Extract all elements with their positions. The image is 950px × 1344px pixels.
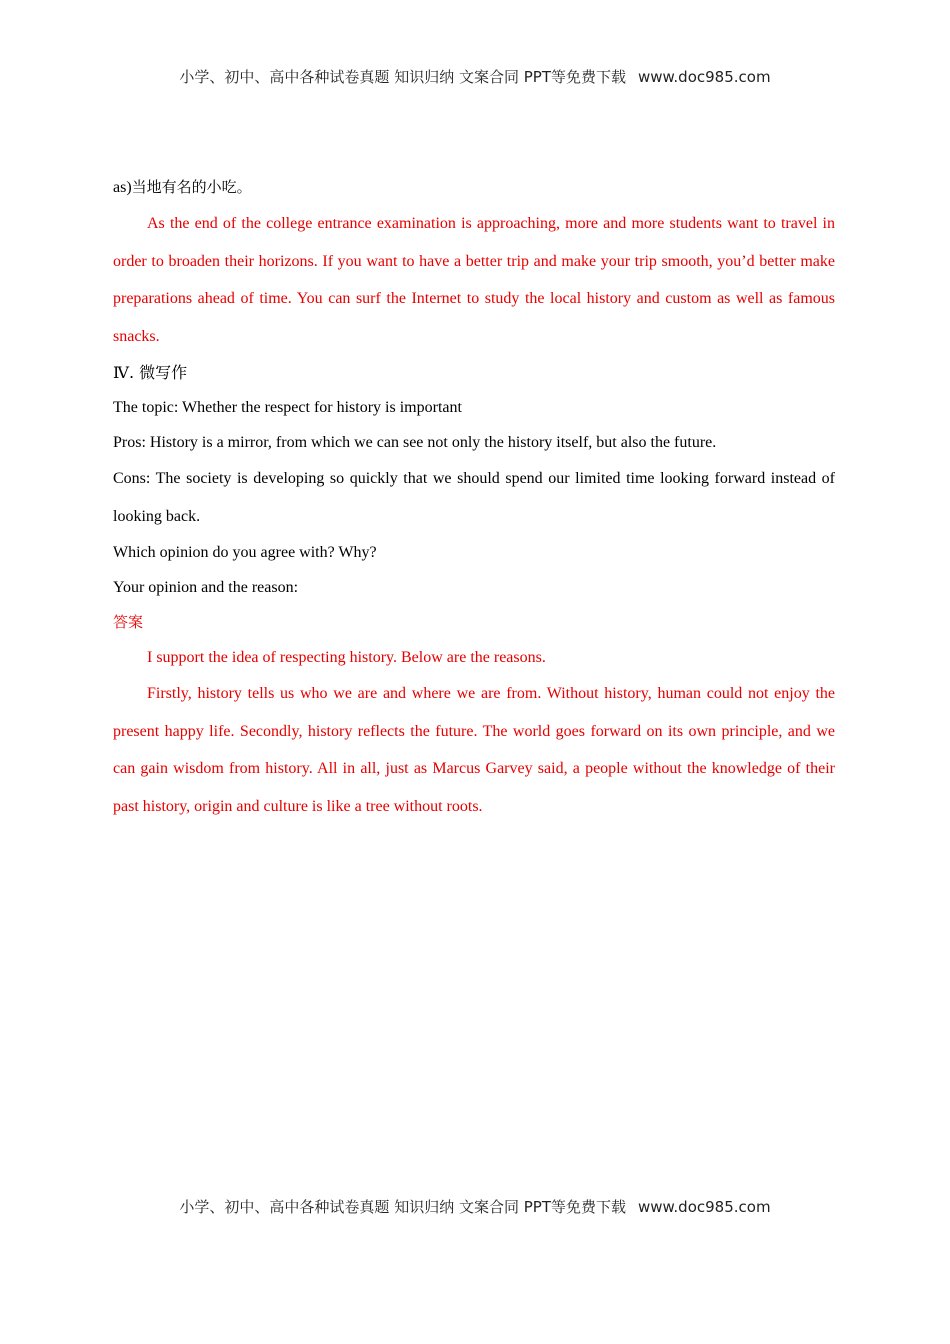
footer-text: 小学、初中、高中各种试卷真题 知识归纳 文案合同 PPT等免费下载	[179, 1198, 626, 1216]
pros-line: Pros: History is a mirror, from which we can see not only the history itself, but also the future.	[113, 434, 717, 451]
header-text: 小学、初中、高中各种试卷真题 知识归纳 文案合同 PPT等免费下载	[179, 68, 626, 86]
fragment-line	[113, 170, 835, 205]
footer-url: www.doc985.com	[637, 1198, 771, 1216]
answer-paragraph-1: As the end of the college entrance examination is approaching, more and more students want to travel in order to broaden their horizons. If you want to have a better trip and make your trip smooth, you’d better make preparations ahead of time. You can surf the Internet to study the local history and custom as well as famous snacks.	[113, 215, 835, 345]
topic-line: The topic: Whether the respect for history is important	[113, 399, 462, 416]
answer-2-body: Firstly, history tells us who we are and where we are from. Without history, human could not enjoy the present happy life. Secondly, history reflects the future. The world goes forward on its own principle, and we can gain wisdom from history. All in all, just as Marcus Garvey said, a people without the knowledge of their past history, origin and culture is like a tree without roots.	[113, 685, 835, 815]
page-footer	[0, 1196, 950, 1217]
section-4-heading: Ⅳ. 微写作	[113, 363, 188, 382]
page-header	[0, 66, 950, 87]
header-url: www.doc985.com	[637, 68, 771, 86]
fragment-prefix: as)	[113, 179, 132, 196]
fragment-cjk: 当地有名的小吃。	[131, 178, 252, 196]
answer-label: 答案	[113, 613, 144, 631]
question-line: Which opinion do you agree with? Why?	[113, 544, 377, 561]
cons-paragraph: Cons: The society is developing so quickly that we should spend our limited time looking forward instead of looking back.	[113, 470, 835, 525]
answer-2-intro: I support the idea of respecting history. Below are the reasons.	[147, 649, 546, 666]
document-body	[113, 170, 835, 825]
prompt-line: Your opinion and the reason:	[113, 579, 299, 596]
